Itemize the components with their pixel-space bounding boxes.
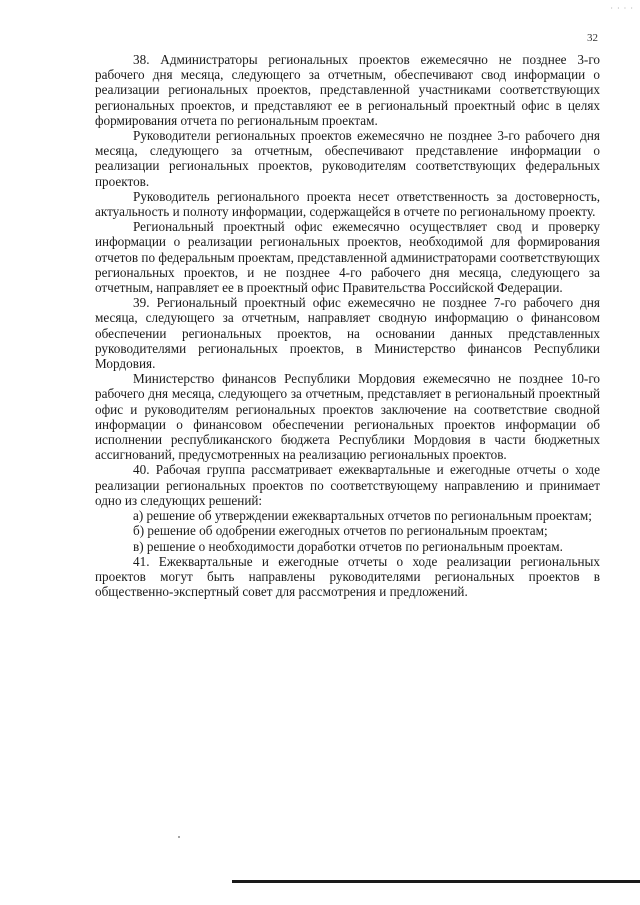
paragraph-38-responsibility: Руководитель регионального проекта несет ответственность за достоверность, актуальность и полноту информации, содержащейся в отчете по региональному проекту. xyxy=(95,188,600,220)
page-number: 32 xyxy=(587,32,598,44)
paragraph-41: 41. Ежеквартальные и ежегодные отчеты о ходе реализации региональных проектов могут быть направлены руководителями региональных проектов в общественно-экспертный совет для рассмотрения и предложений. xyxy=(95,553,600,600)
scan-corner-mark: · · · · xyxy=(610,4,634,13)
paragraph-40-b: б) решение об одобрении ежегодных отчетов по региональным проектам; xyxy=(133,523,548,539)
paragraph-39-ministry: Министерство финансов Республики Мордовия ежемесячно не позднее 10-го рабочего дня месяца, следующего за отчетным, представляет в региональный проектный офис и руководителям региональных проектов заключение на соответствие сводной информации о финансовом обеспечении региональных проектов информации об исполнении республиканского бюджета Республики Мордовия в части бюджетных ассигнований, предусмотренных на реализацию региональных проектов. xyxy=(95,371,600,463)
paragraph-40-c: в) решение о необходимости доработки отчетов по региональным проектам. xyxy=(133,538,563,554)
paragraph-40-a: а) решение об утверждении ежеквартальных отчетов по региональным проектам; xyxy=(133,508,592,524)
paragraph-38: 38. Администраторы региональных проектов ежемесячно не позднее 3-го рабочего дня месяца, следующего за отчетным, обеспечивают свод информации о реализации региональных проектов, представленной участниками соответствующих региональных проектов, и представляют ее в региональный проектный офис в целях формирования отчета по региональным проектам. xyxy=(95,52,600,128)
paragraph-38-project-office: Региональный проектный офис ежемесячно осуществляет свод и проверку информации о реализации региональных проектов, необходимой для формирования отчетов по федеральным проектам, представленной администраторами соответствующих региональных проектов, и не позднее 4-го рабочего дня месяца, следующего за отчетным, направляет ее в проектный офис Правительства Российской Федерации. xyxy=(95,219,600,296)
paragraph-38-leaders: Руководители региональных проектов ежемесячно не позднее 3-го рабочего дня месяца, следующего за отчетным, обеспечивают представление информации о реализации региональных проектов, руководителям соответствующих федеральных проектов. xyxy=(95,128,600,189)
scan-speck xyxy=(178,836,180,838)
paragraph-40: 40. Рабочая группа рассматривает ежеквартальные и ежегодные отчеты о ходе реализации региональных проектов по соответствующему направлению и принимает одно из следующих решений: xyxy=(95,462,600,508)
bottom-scan-edge xyxy=(232,880,640,883)
paragraph-39: 39. Региональный проектный офис ежемесячно не позднее 7-го рабочего дня месяца, следующего за отчетным, направляет сводную информацию о финансовом обеспечении региональных проектов, на основании данных представленных руководителями региональных проектов, в Министерство финансов Республики Мордовия. xyxy=(95,295,600,372)
document-body xyxy=(95,52,600,599)
